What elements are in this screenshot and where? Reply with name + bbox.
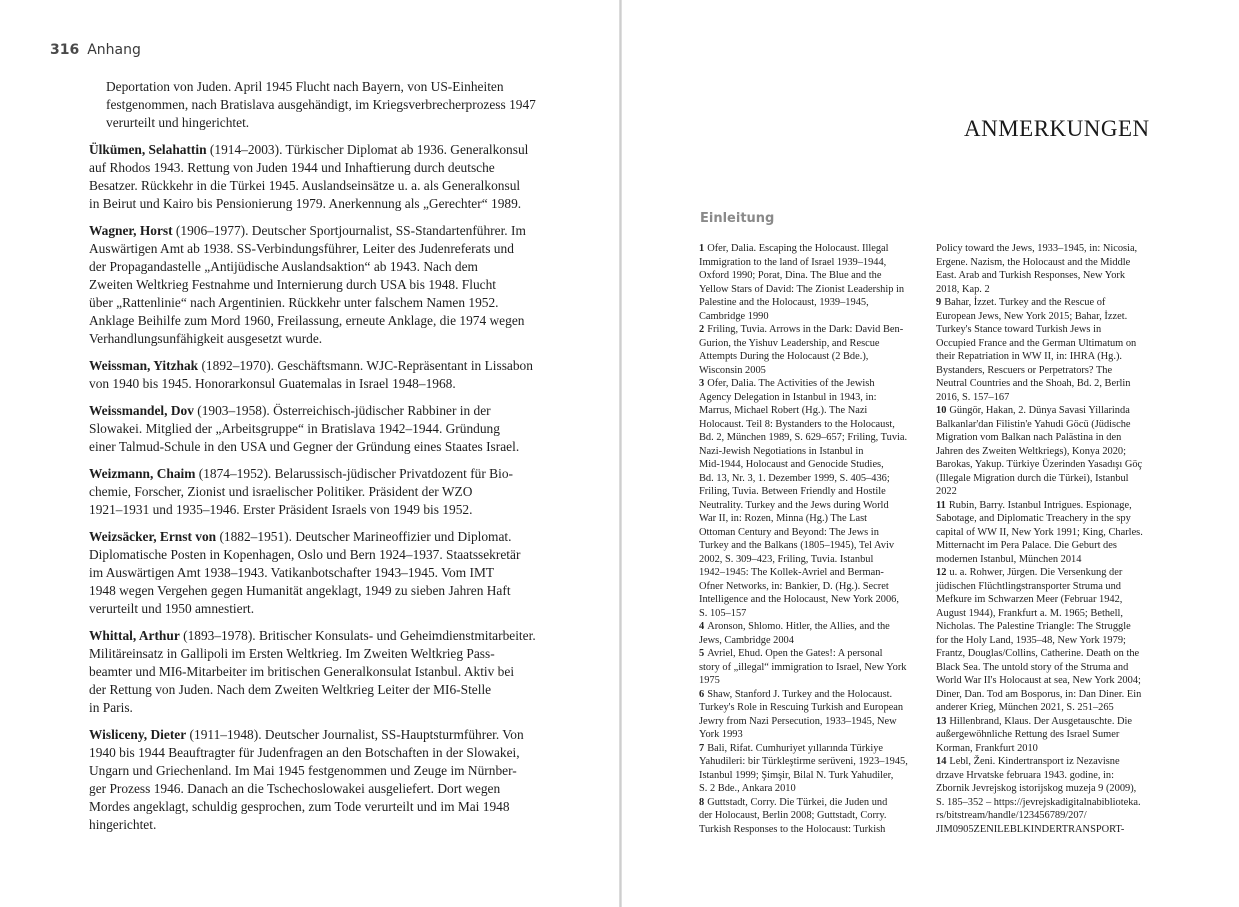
footnote-line — [936, 269, 1156, 283]
footnote-text: Marrus, Michael Robert (Hg.). The Nazi — [699, 405, 868, 416]
footnote-line — [936, 418, 1156, 432]
bio-entry — [89, 141, 559, 213]
footnote-text: for the Holy Land, 1935–48, New York 1979; — [936, 634, 1126, 646]
bio-line: einer Talmud-Schule in den USA und Gegner der Gründung eines Staates Israel. — [89, 439, 520, 455]
footnote-line — [699, 715, 919, 729]
footnote-line — [936, 242, 1156, 256]
bio-line: Militäreinsatz in Gallipoli im Ersten Weltkrieg. Im Zweiten Weltkrieg Pass- — [89, 645, 495, 661]
footnote-line — [936, 593, 1156, 607]
footnote-line — [699, 553, 919, 567]
footnote-line — [699, 391, 919, 405]
footnote-text: Bd. 2, München 1989, S. 629–657; Friling, Tuvia. — [699, 432, 908, 443]
bio-line: beamter und MI6-Mitarbeiter im britischen Generalkonsulat Istanbul. Aktiv bei — [89, 663, 515, 679]
footnote-line — [699, 539, 919, 553]
footnote-text: u. a. Rohwer, Jürgen. Die Versenkung der — [949, 567, 1123, 578]
footnote-number: 4 — [699, 621, 705, 632]
bio-line: Auswärtigen Amt ab 1938. SS-Verbindungsführer, Leiter des Judenreferats und — [89, 240, 514, 256]
footnote — [936, 755, 1156, 836]
footnote-text: Mitternacht im Pera Palace. Die Geburt des — [936, 540, 1117, 551]
right-page — [622, 0, 1239, 907]
footnote-line — [699, 728, 919, 742]
footnote — [699, 620, 919, 647]
footnote — [936, 566, 1156, 715]
footnote-text: anderer Krieg, München 2021, S. 251–265 — [936, 702, 1114, 713]
footnote-text: European Jews, New York 2015; Bahar, İzzet. — [936, 310, 1128, 322]
bio-entry — [89, 78, 559, 132]
footnote — [699, 688, 919, 742]
footnote-text: Mid-1944, Holocaust and Genocide Studies, — [699, 459, 884, 470]
footnote-line — [699, 674, 919, 688]
footnote-line — [936, 728, 1156, 742]
footnote-number: 12 — [936, 567, 947, 578]
footnote-text: Turkey's Role in Rescuing Turkish and European — [699, 702, 904, 713]
bio-line: ger Prozess 1946. Danach an die Tschechoslowakei ausgeliefert. Dort wegen — [89, 781, 501, 797]
footnote-text: Nazi-Jewish Negotiations in Istanbul in — [699, 445, 864, 457]
bio-entry — [89, 465, 559, 519]
footnote-text: Holocaust. Teil 8: Bystanders to the Holocaust, — [699, 418, 895, 430]
notes-column-1 — [699, 242, 919, 836]
footnote-number: 3 — [699, 378, 705, 389]
footnote — [699, 377, 919, 620]
footnote-line — [936, 742, 1156, 756]
bio-line: in Paris. — [89, 700, 133, 716]
footnote-line — [936, 458, 1156, 472]
footnote-line — [699, 620, 919, 634]
bio-entry — [89, 402, 559, 456]
footnote-line — [699, 755, 919, 769]
footnote-line — [936, 661, 1156, 675]
bio-line: auf Rhodos 1943. Rettung von Juden 1944 und Inhaftierung durch deutsche — [89, 159, 495, 175]
footnote — [936, 296, 1156, 404]
footnote-line — [699, 593, 919, 607]
footnote-text: Cambridge 1990 — [699, 310, 769, 322]
footnote-line — [699, 445, 919, 459]
footnote-text: Occupied France and the German Ultimatum on — [936, 337, 1137, 349]
footnote-text: Aronson, Shlomo. Hitler, the Allies, and the — [707, 621, 890, 632]
footnote-line — [936, 634, 1156, 648]
footnote-line — [699, 337, 919, 351]
footnote-text: Bali, Rifat. Cumhuriyet yıllarında Türkiye — [707, 742, 884, 754]
footnote-line — [936, 512, 1156, 526]
footnote-line — [936, 310, 1156, 324]
bio-line: (1893–1978). Britischer Konsulats- und Geheimdienstmitarbeiter. — [179, 627, 536, 643]
footnote-text: Neutral Countries and the Shoah, Bd. 2, Berlin — [936, 378, 1131, 389]
footnote-number: 11 — [936, 499, 946, 511]
footnote-line — [936, 391, 1156, 405]
footnote-text: Ottoman Century and Beyond: The Jews in — [699, 526, 879, 538]
footnote-line — [699, 796, 919, 810]
footnote-text: 2002, S. 309–423, Friling, Tuvia. Istanbul — [699, 553, 874, 565]
footnote-text: Bd. 13, Nr. 3, 1. Dezember 1999, S. 405–436; — [699, 472, 890, 484]
footnote-text: York 1993 — [699, 729, 743, 740]
footnote-line — [699, 782, 919, 796]
footnote-text: Bahar, İzzet. Turkey and the Rescue of — [944, 297, 1106, 308]
footnote-line — [699, 526, 919, 540]
footnote-line — [936, 283, 1156, 297]
bio-entry — [89, 627, 559, 717]
section-title: Einleitung — [700, 211, 775, 226]
footnote-text: 1942–1945: The Kollek-Avriel and Berman- — [699, 567, 884, 578]
footnote-line — [699, 364, 919, 378]
footnote — [936, 499, 1156, 567]
footnote-line — [699, 769, 919, 783]
footnote-line — [936, 337, 1156, 351]
footnote-line — [699, 283, 919, 297]
footnote-number: 2 — [699, 324, 705, 335]
bio-line: im Auswärtigen Amt 1938–1943. Vatikanbotschafter 1943–1945. Vom IMT — [89, 564, 495, 580]
bio-line: festgenommen, nach Bratislava ausgehändigt, im Kriegsverbrecherprozess 1947 — [106, 97, 536, 113]
footnote-number: 5 — [699, 648, 705, 659]
footnote-line — [699, 485, 919, 499]
footnote-line — [699, 512, 919, 526]
footnote-text: JIM0905ZENILEBLKINDERTRANSPORT- — [936, 823, 1125, 835]
bio-line: 1948 wegen Vergehen gegen Humanität angeklagt, 1949 zu sieben Jahren Haft — [89, 582, 511, 598]
footnote-text: drzave Hrvatske februara 1943. godine, in: — [936, 769, 1115, 781]
footnote-text: War II, in: Rozen, Minna (Hg.) The Last — [699, 513, 868, 524]
footnote-number: 9 — [936, 297, 942, 308]
footnote — [699, 242, 919, 323]
bio-entry — [89, 528, 559, 618]
bio-line: (1914–2003). Türkischer Diplomat ab 1936. Generalkonsul — [206, 141, 529, 157]
footnote-number: 6 — [699, 688, 705, 700]
footnote-text: Avriel, Ehud. Open the Gates!: A personal — [707, 648, 883, 659]
bio-line: hingerichtet. — [89, 817, 157, 833]
footnote-text: 2022 — [936, 486, 957, 497]
footnote-line — [936, 377, 1156, 391]
footnote-line — [699, 350, 919, 364]
bio-line: 1940 bis 1944 Beauftragter für Judenfragen an den Botschaften in der Slowakei, — [89, 744, 520, 760]
footnote-text: Zbornik Jevrejskog istorijskog muzeja 9 (2009), — [936, 783, 1137, 794]
footnote-text: Wisconsin 2005 — [699, 364, 766, 376]
footnote-text: S. 2 Bde., Ankara 2010 — [699, 783, 796, 794]
footnote-text: Attempts During the Holocaust (2 Bde.), — [699, 351, 869, 362]
footnote-text: Balkanlar'dan Filistin'e Yahudi Göcü (Jüdische — [936, 418, 1131, 430]
footnote-line — [936, 526, 1156, 540]
footnote-text: jüdischen Flüchtlingstransporter Struma und — [936, 580, 1121, 592]
footnote-line — [699, 580, 919, 594]
footnote-line — [936, 472, 1156, 486]
footnote-text: modernen Istanbul, München 2014 — [936, 553, 1082, 565]
bio-line: Zweiten Weltkrieg Festnahme und Internierung durch USA bis 1948. Flucht — [89, 277, 497, 293]
footnote-text: Nicholas. The Palestine Triangle: The Struggle — [936, 621, 1131, 632]
footnote-text: Shaw, Stanford J. Turkey and the Holocaust. — [707, 688, 893, 700]
footnote-text: rs/bitstream/handle/123456789/207/ — [936, 810, 1087, 821]
footnote-line — [699, 323, 919, 337]
chapter-title: ANMERKUNGEN — [964, 116, 1150, 141]
footnote-text: Gurion, the Yishuv Leadership, and Rescue — [699, 337, 880, 349]
footnote-text: Agency Delegation in Istanbul in 1943, in: — [699, 391, 877, 403]
bio-name: Whittal, Arthur — [89, 627, 180, 643]
bio-line: Deportation von Juden. April 1945 Flucht nach Bayern, von US-Einheiten — [106, 79, 504, 94]
bio-line: Verhandlungsunfähigkeit ausgesetzt wurde. — [89, 331, 323, 347]
page-number: 316 — [50, 42, 80, 58]
footnote-line — [936, 580, 1156, 594]
footnote-text: Istanbul 1999; Şimşir, Bilal N. Turk Yahudiler, — [699, 769, 894, 781]
footnote — [699, 323, 919, 377]
footnote-line — [936, 256, 1156, 270]
footnote-text: Yahudileri: bir Türkleştirme serüveni, 1923–1945, — [699, 756, 908, 767]
footnote-line — [936, 755, 1156, 769]
footnote-text: 2016, S. 157–167 — [936, 391, 1010, 403]
footnote — [936, 715, 1156, 756]
footnote-text: Neutrality. Turkey and the Jews during World — [699, 499, 889, 511]
footnote-text: Jahren des Zweiten Weltkriegs), Konya 2020; — [936, 445, 1126, 457]
footnote-text: capital of WW II, New York 1991; King, Charles. — [936, 526, 1143, 538]
footnote-number: 1 — [699, 243, 705, 254]
bio-line: Slowakei. Mitglied der „Arbeitsgruppe“ in Bratislava 1942–1944. Gründung — [89, 420, 500, 436]
footnote-line — [699, 377, 919, 391]
footnote-line — [699, 607, 919, 621]
bio-line: Mordes angeklagt, schuldig gesprochen, zum Tode verurteilt und im Mai 1948 — [89, 799, 510, 815]
footnote-number: 14 — [936, 756, 947, 767]
bio-line: chemie, Forscher, Zionist und israelischer Politiker. Präsident der WZO — [89, 483, 473, 499]
bio-line: über „Rattenlinie“ nach Argentinien. Rückkehr unter falschem Namen 1952. — [89, 295, 499, 311]
footnote-text: Sabotage, and Diplomatic Treachery in the spy — [936, 513, 1131, 524]
footnote-line — [936, 647, 1156, 661]
footnote-text: Intelligence and the Holocaust, New York 2006, — [699, 594, 899, 605]
footnote-line — [699, 404, 919, 418]
footnote-number: 10 — [936, 405, 947, 416]
footnote-line — [699, 472, 919, 486]
footnote-text: Güngör, Hakan, 2. Dünya Savasi Yillarinda — [949, 405, 1130, 416]
footnote-text: (Illegale Migration durch die Türkei), Istanbul — [936, 472, 1129, 484]
footnote-line — [936, 688, 1156, 702]
footnote-text: Jews, Cambridge 2004 — [699, 634, 794, 646]
footnote-line — [699, 647, 919, 661]
footnote-text: außergewöhnliche Rettung des Israel Sumer — [936, 729, 1120, 740]
footnote-line — [936, 296, 1156, 310]
bio-name: Weizsäcker, Ernst von — [89, 528, 217, 544]
bio-name: Wagner, Horst — [89, 222, 173, 238]
footnote-line — [936, 431, 1156, 445]
footnote-line — [699, 688, 919, 702]
footnote — [936, 242, 1156, 296]
bio-line: Ungarn und Griechenland. Im Mai 1945 festgenommen und Zeuge im Nürnber- — [89, 762, 517, 778]
footnote-line — [936, 350, 1156, 364]
footnote-text: Frantz, Douglas/Collins, Catherine. Death on the — [936, 648, 1140, 659]
footnote-text: Ofer, Dalia. The Activities of the Jewish — [707, 378, 875, 389]
footnote-text: 1975 — [699, 675, 720, 686]
footnote-text: S. 105–157 — [699, 607, 747, 619]
footnote — [699, 796, 919, 837]
footnote-line — [936, 485, 1156, 499]
footnote-line — [699, 256, 919, 270]
biography-list — [89, 78, 559, 843]
footnote-text: Turkey's Stance toward Turkish Jews in — [936, 324, 1102, 335]
footnote-text: Turkish Responses to the Holocaust: Turkish — [699, 823, 886, 835]
footnote-line — [936, 809, 1156, 823]
footnote-text: Guttstadt, Corry. Die Türkei, die Juden und — [707, 796, 888, 808]
footnote-text: Lebl, Ženi. Kindertransport iz Nezavisne — [949, 756, 1120, 767]
page-header — [50, 42, 141, 58]
footnote-line — [699, 458, 919, 472]
footnote-line — [699, 269, 919, 283]
footnote-text: August 1944), Frankfurt a. M. 1965; Bethell, — [936, 607, 1124, 619]
footnote-line — [699, 310, 919, 324]
bio-name: Wisliceny, Dieter — [89, 726, 187, 742]
bio-entry — [89, 726, 559, 835]
bio-line: (1874–1952). Belarussisch-jüdischer Privatdozent für Bio- — [195, 465, 513, 481]
footnote-line — [936, 674, 1156, 688]
footnote-text: S. 185–352 – https://jevrejskadigitalnabiblioteka. — [936, 796, 1141, 808]
notes-column-2 — [936, 242, 1156, 836]
footnote-line — [936, 323, 1156, 337]
bio-line: der Rettung von Juden. Nach dem Zweiten Weltkrieg Leiter der MI6-Stelle — [89, 681, 492, 697]
footnote-text: Barokas, Yakup. Türkiye Üzerinden Yasadışı Göç — [936, 459, 1143, 470]
footnote-text: Black Sea. The untold story of the Struma and — [936, 661, 1129, 673]
footnote-line — [936, 701, 1156, 715]
footnote-text: East. Arab and Turkish Responses, New York — [936, 270, 1126, 281]
footnote-text: Bystanders, Rescuers or Perpetrators? The — [936, 364, 1113, 376]
bio-line: (1882–1951). Deutscher Marineoffizier und Diplomat. — [216, 528, 512, 544]
footnote-text: Mefkure im Schwarzen Meer (Februar 1942, — [936, 594, 1123, 605]
bio-line: verurteilt und 1950 amnestiert. — [89, 601, 255, 616]
footnote-line — [936, 445, 1156, 459]
bio-line: 1921–1931 und 1935–1946. Erster Präsident Israels von 1949 bis 1952. — [89, 501, 473, 517]
footnote-text: World War II's Holocaust at sea, New York 2004; — [936, 675, 1141, 686]
footnote-line — [936, 364, 1156, 378]
bio-line: (1892–1970). Geschäftsmann. WJC-Repräsentant in Lissabon — [198, 358, 533, 374]
footnote-line — [936, 499, 1156, 513]
footnote-line — [936, 553, 1156, 567]
bio-line: verurteilt und hingerichtet. — [106, 115, 250, 131]
footnote-text: Yellow Stars of David: The Zionist Leadership in — [699, 283, 905, 295]
footnote-line — [699, 242, 919, 256]
footnote-text: Migration vom Balkan nach Palästina in den — [936, 432, 1122, 443]
footnote — [936, 404, 1156, 499]
footnote-line — [699, 701, 919, 715]
footnote-text: Hillenbrand, Klaus. Der Ausgetauschte. Die — [949, 715, 1133, 727]
footnote-text: Ofner Networks, in: Bankier, D. (Hg.). Secret — [699, 580, 889, 592]
footnote-line — [699, 431, 919, 445]
footnote-number: 7 — [699, 742, 705, 754]
footnote-line — [699, 661, 919, 675]
footnote — [699, 647, 919, 688]
footnote-text: Ofer, Dalia. Escaping the Holocaust. Illegal — [707, 243, 889, 254]
footnote-text: Friling, Tuvia. Between Friendly and Hostile — [699, 486, 886, 497]
running-title: Anhang — [87, 42, 141, 58]
footnote-text: Jewry from Nazi Persecution, 1933–1945, New — [699, 715, 897, 727]
footnote-text: Ergene. Nazism, the Holocaust and the Middle — [936, 256, 1131, 268]
footnote-text: Policy toward the Jews, 1933–1945, in: Nicosia, — [936, 243, 1138, 254]
bio-entry — [89, 357, 559, 393]
footnote-text: Friling, Tuvia. Arrows in the Dark: David Ben- — [707, 324, 904, 335]
footnote-line — [936, 782, 1156, 796]
bio-line: Diplomatische Posten in Kopenhagen, Oslo und Bern 1924–1937. Staatssekretär — [89, 546, 521, 562]
footnote-text: Turkey and the Balkans (1805–1945), Tel Aviv — [699, 540, 895, 551]
footnote-text: story of „illegal“ immigration to Israel, New York — [699, 661, 907, 673]
footnote-line — [936, 823, 1156, 837]
footnote-text: their Repatriation in WW II, in: IHRA (Hg.). — [936, 351, 1123, 362]
footnote-line — [699, 823, 919, 837]
bio-name: Ülkümen, Selahattin — [89, 141, 207, 157]
footnote-line — [699, 742, 919, 756]
bio-name: Weizmann, Chaim — [89, 465, 196, 481]
footnote-text: Diner, Dan. Tod am Bosporus, in: Dan Diner. Ein — [936, 688, 1142, 700]
bio-line: in Beirut und Kairo bis Pensionierung 1979. Anerkennung als „Gerechter“ 1989. — [89, 196, 522, 212]
footnote-line — [936, 404, 1156, 418]
footnote-text: Korman, Frankfurt 2010 — [936, 742, 1038, 754]
footnote-line — [699, 566, 919, 580]
footnote-line — [699, 809, 919, 823]
bio-line: (1906–1977). Deutscher Sportjournalist, SS-Standartenführer. Im — [172, 222, 526, 238]
footnote-line — [936, 620, 1156, 634]
bio-line: (1903–1958). Österreichisch-jüdischer Rabbiner in der — [193, 402, 491, 418]
footnote — [699, 742, 919, 796]
bio-line: Besatzer. Rückkehr in die Türkei 1945. Auslandseinsätze u. a. als Generalkonsul — [89, 178, 521, 194]
footnote-line — [936, 539, 1156, 553]
footnote-text: der Holocaust, Berlin 2008; Guttstadt, Corry. — [699, 810, 887, 821]
footnote-line — [936, 715, 1156, 729]
footnote-number: 8 — [699, 796, 705, 808]
footnote-line — [699, 418, 919, 432]
footnote-line — [936, 566, 1156, 580]
footnote-line — [699, 499, 919, 513]
bio-line: (1911–1948). Deutscher Journalist, SS-Hauptsturmführer. Von — [186, 726, 524, 742]
bio-name: Weissman, Yitzhak — [89, 358, 199, 374]
footnote-text: Immigration to the land of Israel 1939–1944, — [699, 256, 887, 268]
bio-line: Anklage Beihilfe zum Mord 1960, Freilassung, erneute Anklage, die 1974 wegen — [89, 313, 525, 329]
footnote-line — [936, 607, 1156, 621]
footnote-line — [936, 769, 1156, 783]
footnote-line — [699, 634, 919, 648]
footnote-text: Palestine and the Holocaust, 1939–1945, — [699, 297, 869, 308]
footnote-text: Oxford 1990; Porat, Dina. The Blue and the — [699, 270, 882, 281]
bio-entry — [89, 222, 559, 349]
footnote-line — [699, 296, 919, 310]
bio-line: von 1940 bis 1945. Honorarkonsul Guatemalas in Israel 1948–1968. — [89, 376, 456, 392]
footnote-number: 13 — [936, 715, 947, 727]
footnote-text: 2018, Kap. 2 — [936, 283, 990, 295]
footnote-line — [936, 796, 1156, 810]
bio-line: der Propagandastelle „Antijüdische Auslandsaktion“ ab 1943. Nach dem — [89, 259, 478, 275]
bio-name: Weissmandel, Dov — [89, 402, 194, 418]
left-page — [0, 0, 619, 907]
footnote-text: Rubin, Barry. Istanbul Intrigues. Espionage, — [948, 499, 1132, 511]
